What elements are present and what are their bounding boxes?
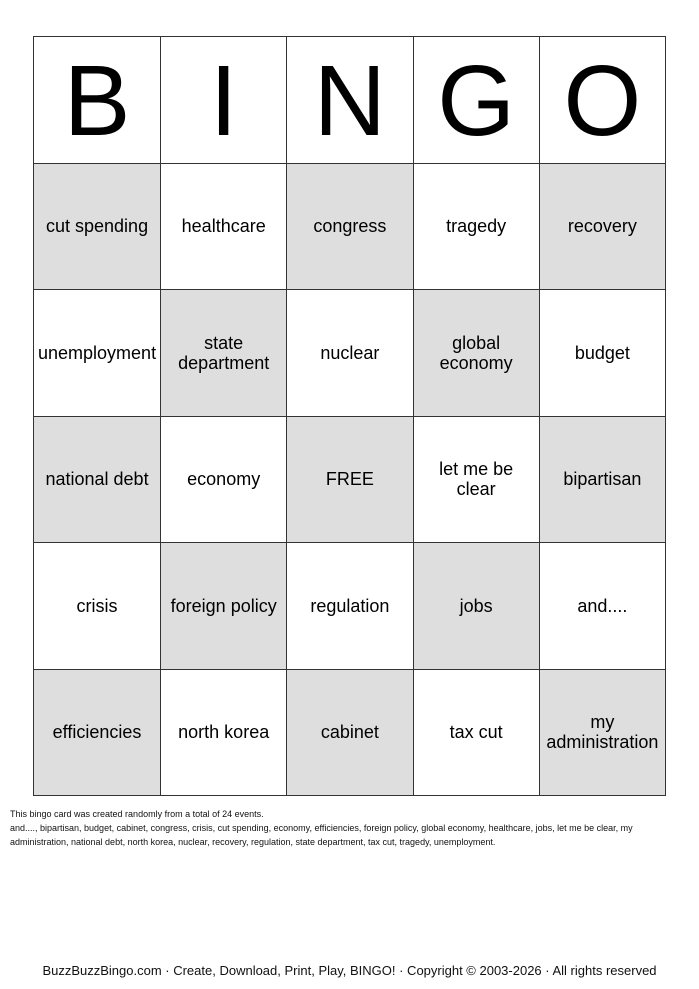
bingo-cell: regulation bbox=[287, 543, 413, 670]
bingo-grid bbox=[33, 36, 666, 796]
bingo-cell: budget bbox=[540, 290, 666, 417]
header-letter-g: G bbox=[414, 37, 540, 164]
bingo-cell: unemployment bbox=[34, 290, 161, 417]
bingo-cell: north korea bbox=[161, 670, 287, 797]
bingo-cell: and.... bbox=[540, 543, 666, 670]
bingo-cell: foreign policy bbox=[161, 543, 287, 670]
card-footnote bbox=[10, 807, 690, 849]
bingo-cell: global economy bbox=[414, 290, 540, 417]
bingo-card bbox=[33, 36, 666, 796]
bingo-cell: recovery bbox=[540, 164, 666, 291]
footnote-event-count: This bingo card was created randomly from a total of 24 events. bbox=[10, 809, 264, 819]
header-letter-o: O bbox=[540, 37, 666, 164]
bingo-cell: cabinet bbox=[287, 670, 413, 797]
site-footer: BuzzBuzzBingo.com · Create, Download, Print, Play, BINGO! · Copyright © 2003-2026 · All rights reserved bbox=[42, 963, 657, 978]
footnote-event-list: and...., bipartisan, budget, cabinet, congress, crisis, cut spending, economy, efficiencies, foreign policy, global economy, healthcare, jobs, let me be clear, my administration, national debt, north korea, nuclear, recovery, regulation, state department, tax cut, tragedy, unemployment. bbox=[10, 823, 633, 847]
bingo-cell: let me be clear bbox=[414, 417, 540, 544]
bingo-cell: national debt bbox=[34, 417, 161, 544]
header-letter-i: I bbox=[161, 37, 287, 164]
bingo-cell: my administration bbox=[540, 670, 666, 797]
bingo-cell: efficiencies bbox=[34, 670, 161, 797]
header-letter-b: B bbox=[34, 37, 161, 164]
bingo-cell: bipartisan bbox=[540, 417, 666, 544]
free-space-cell: FREE bbox=[287, 417, 413, 544]
bingo-cell: state department bbox=[161, 290, 287, 417]
bingo-cell: jobs bbox=[414, 543, 540, 670]
bingo-cell: cut spending bbox=[34, 164, 161, 291]
bingo-cell: economy bbox=[161, 417, 287, 544]
bingo-cell: crisis bbox=[34, 543, 161, 670]
bingo-cell: nuclear bbox=[287, 290, 413, 417]
bingo-cell: tax cut bbox=[414, 670, 540, 797]
bingo-cell: healthcare bbox=[161, 164, 287, 291]
bingo-cell: congress bbox=[287, 164, 413, 291]
bingo-cell: tragedy bbox=[414, 164, 540, 291]
header-letter-n: N bbox=[287, 37, 413, 164]
